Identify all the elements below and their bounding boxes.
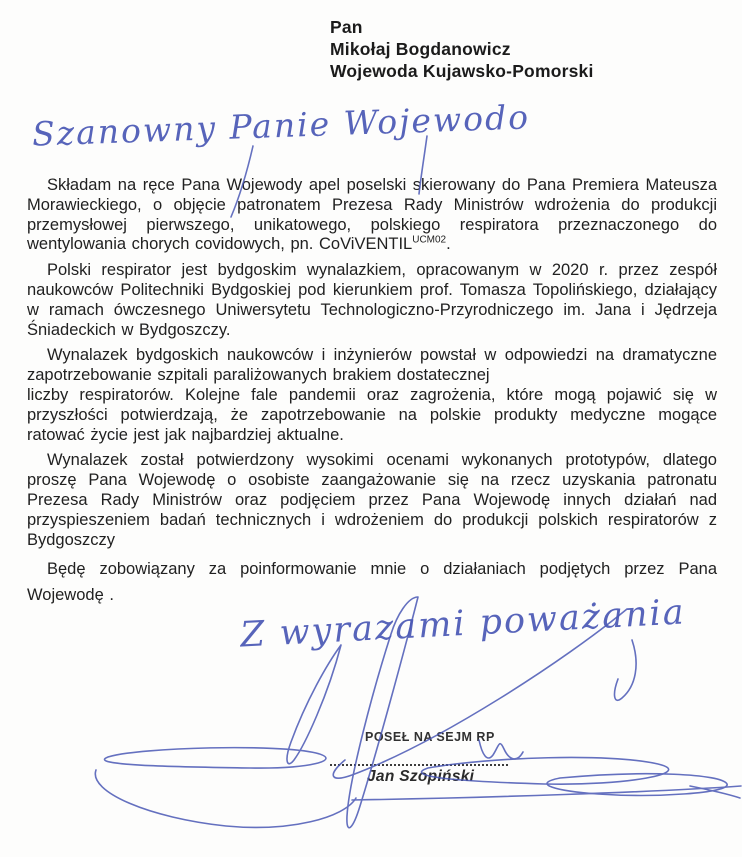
pen-stroke-closing-tail	[615, 640, 637, 700]
signatory-name: Jan Szopiński	[367, 768, 475, 785]
recipient-name: Mikołaj Bogdanowicz	[330, 39, 511, 59]
paragraph-3-part2: liczby respiratorów. Kolejne fale pandemii oraz zagrożenia, które mogą pojawić się w przyszłości potwierdzają, że zapotrzebowanie na polskie produkty medyczne mogące ratować życie jest jak najbardziej aktualne.	[27, 385, 717, 444]
recipient-salutation: Pan	[330, 17, 363, 37]
recipient-title: Wojewoda Kujawsko-Pomorski	[330, 61, 594, 81]
letter-body	[27, 176, 717, 608]
paragraph-3-part1: Wynalazek bydgoskich naukowców i inżynierów powstał w odpowiedzi na dramatyczne zapotrzebowanie szpitali paraliżowanych brakiem dostatecznej	[27, 346, 717, 385]
paragraph-2: Polski respirator jest bydgoskim wynalazkiem, opracowanym w 2020 r. przez zespół naukowców Politechniki Bydgoskiej pod kierunkiem prof. Tomasza Topolińskiego, działający w ramach ówczesnego Uniwersytetu Technologiczno-Przyrodniczego im. Jana i Jędrzeja Śniadeckich w Bydgoszczy.	[27, 261, 717, 339]
handwritten-closing: Z wyrazami poważania	[239, 592, 687, 656]
handwritten-greeting: Szanowny Panie Wojewodo	[31, 97, 531, 154]
recipient-block	[330, 16, 594, 82]
paragraph-5: Będę zobowiązany za poinformowanie mnie o działaniach podjętych przez Pana Wojewodę .	[27, 560, 717, 605]
paragraph-1	[27, 176, 717, 255]
paragraph-4: Wynalazek został potwierdzony wysokimi ocenami wykonanych prototypów, dlatego proszę Pana Wojewodę o osobiste zaangażowanie się na rzecz uzyskania patronatu Prezesa Rady Ministrów oraz podjęciem przez Pana Wojewodę innych działań nad przyspieszeniem badań technicznych i wdrożeniem do produkcji polskich respiratorów z Bydgoszczy	[27, 451, 717, 549]
superscript-ucm02: UCM02	[412, 234, 447, 246]
dotted-line	[330, 752, 508, 766]
paragraph-1-period: .	[446, 235, 451, 254]
paragraph-3	[27, 346, 717, 445]
signature-title: POSEŁ NA SEJM RP	[365, 730, 495, 744]
paragraph-1-text: Składam na ręce Pana Wojewody apel poselski skierowany do Pana Premiera Mateusza Morawieckiego, o objęcie patronatem Prezesa Rady Ministrów wdrożenia do produkcji przemysłowej pierwszego, unikatowego, polskiego respiratora przeznaczonego do wentylowania chorych covidowych, pn. CoViVENTIL	[27, 176, 717, 254]
